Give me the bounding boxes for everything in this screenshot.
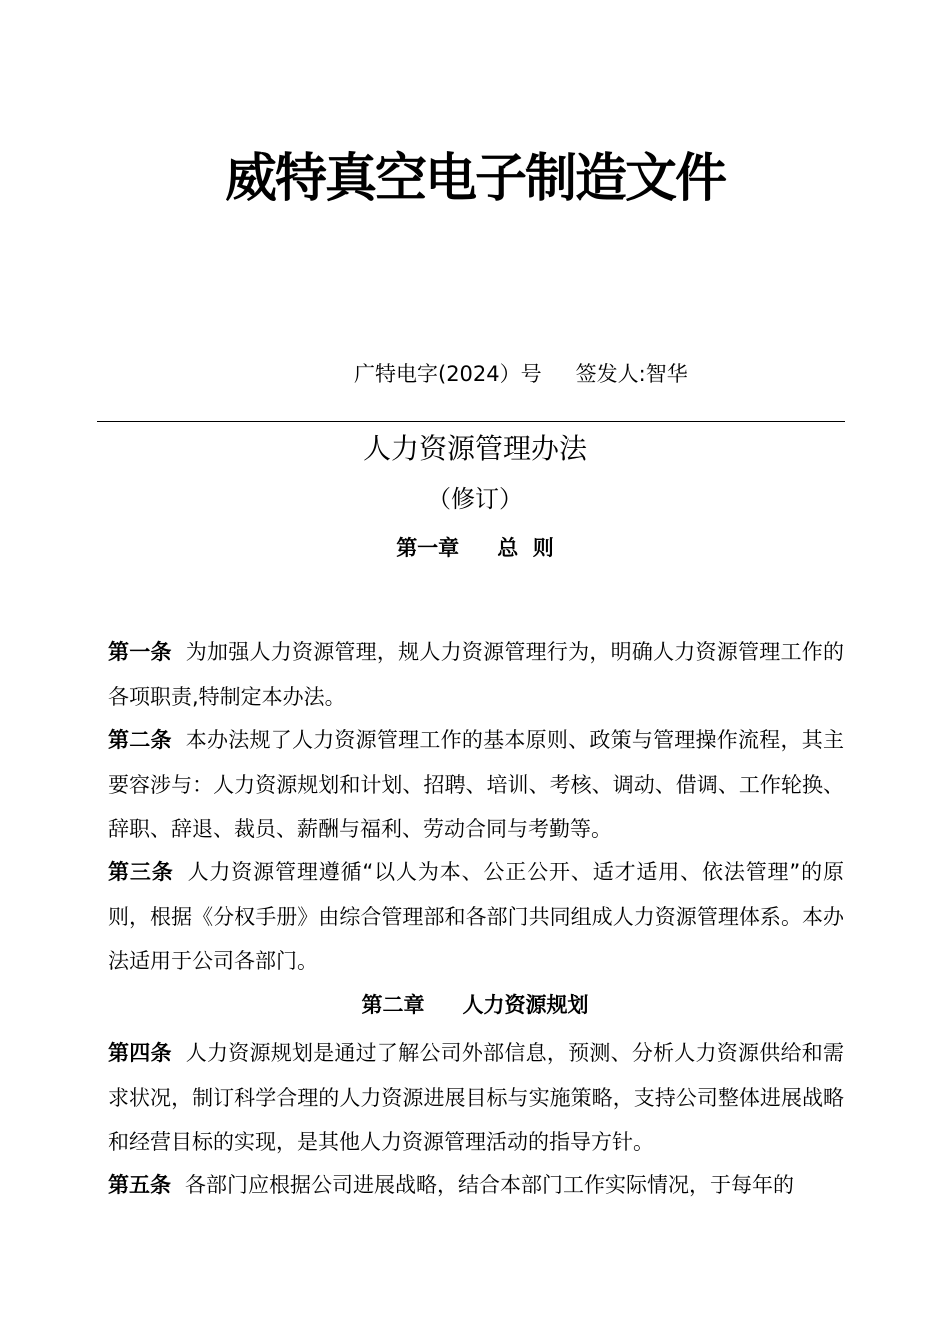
article <box>108 850 844 984</box>
article-text: 各部门应根据公司进展战略，结合本部门工作实际情况，于每年的 <box>185 1173 794 1197</box>
header-divider <box>97 421 845 422</box>
document-title: 人力资源管理办法 <box>362 432 587 465</box>
document-number: 广特电字(2024）号 <box>354 362 542 386</box>
chapter-name: 人力资源规划 <box>462 993 589 1017</box>
article-text: 人力资源管理遵循“以人为本、公正公开、适才适用、依法管理”的原则，根据《分权手册》由综合管理部和各部门共同组成人力资源管理体系。本办法适用于公司各部门。 <box>108 860 845 973</box>
chapter-number: 第二章 <box>361 993 425 1017</box>
document-subtitle: （修订） <box>427 485 523 513</box>
article-text: 人力资源规划是通过了解公司外部信息，预测、分析人力资源供给和需求状况，制订科学合理的人力资源进展目标与实施策略，支持公司整体进展战略和经营目标的实现，是其他人力资源管理活动的指导方针。 <box>108 1041 845 1154</box>
chapter-name: 总 则 <box>497 536 554 560</box>
article <box>108 630 844 719</box>
chapter-heading <box>0 989 950 1021</box>
article-number: 第三条 <box>108 860 174 884</box>
article <box>108 718 844 852</box>
signer: 签发人:智华 <box>575 362 688 386</box>
article-number: 第五条 <box>108 1173 171 1197</box>
article-number: 第四条 <box>108 1041 172 1065</box>
article-text: 本办法规了人力资源管理工作的基本原则、政策与管理操作流程，其主要容涉与：人力资源规划和计划、招聘、培训、考核、调动、借调、工作轮换、辞职、辞退、裁员、薪酬与福利、劳动合同与考勤等。 <box>108 728 845 841</box>
article-number: 第二条 <box>108 728 172 752</box>
chapter-number: 第一章 <box>396 536 460 560</box>
article-number: 第一条 <box>108 640 172 664</box>
article <box>108 1031 844 1165</box>
article-text: 为加强人力资源管理，规人力资源管理行为，明确人力资源管理工作的各项职责,特制定本办法。 <box>108 640 845 709</box>
chapter-heading <box>0 532 950 564</box>
document-meta <box>354 358 688 390</box>
company-document-title: 威特真空电子制造文件 <box>224 149 725 209</box>
article <box>108 1163 844 1208</box>
